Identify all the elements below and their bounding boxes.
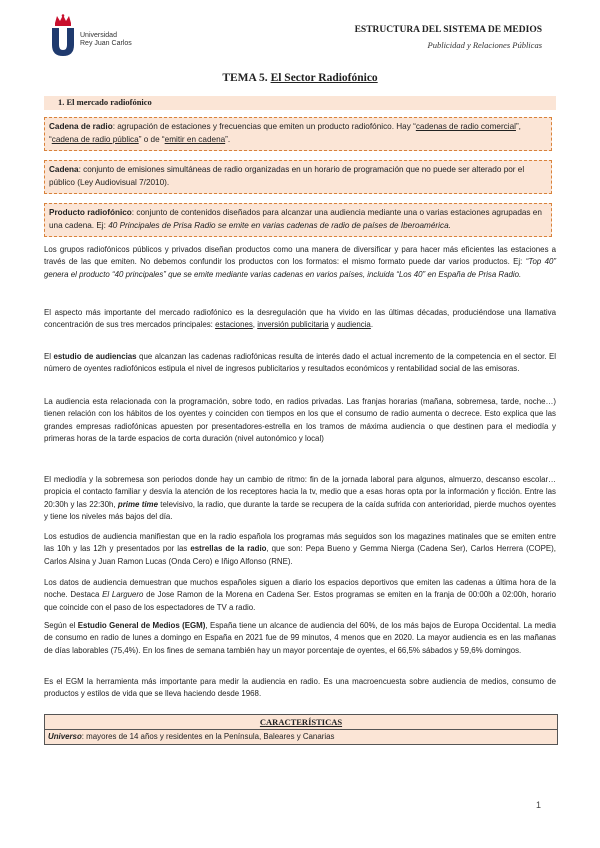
definition-box-cadena-de-radio [44,117,552,151]
definition-box-cadena [44,160,552,194]
paragraph-desregulacion [44,307,556,332]
paragraph-text: La audiencia esta relacionada con la programación, sobre todo, en radios privadas. Las franjas horarias (mañana, sobremesa, tarde, noche…) tienen relación con los hábitos de los oyentes y coinciden con tiempos en los que el consumo de radio aumenta o decrece. Esto explica que las grandes empresas radiofónicas apuesten por presentadores-estrella en los tramos de máxima audiencia o que destinen para el mediodía y primeras horas de la tarde espacios de corta duración (nivel autonómico y local) [44,397,556,444]
paragraph-text: El mediodía y la sobremesa son periodos donde hay un cambio de ritmo: fin de la jornada laboral para algunos, almuerzo, descanso escolar… propicia el contacto familiar y desvía la atención de los receptores hacia la tv, medio que a esas horas opta por la información y ficción. Entre las 20:30h y las 22:30h, [44,475,556,509]
link-cadenas-radio-comercial[interactable]: cadenas de radio comercial [415,122,516,131]
definition-box-producto-radiofonico [44,203,552,237]
market-inversion-publicitaria: inversión publicitaria [257,320,329,330]
term-cadena-de-radio: Cadena de radio [49,122,113,131]
paragraph-text: que alcanzan las cadenas radiofónicas resulta de interés dado el actual incremento de la competencia en el sector. El número de oyentes radiofónicos estipula el nivel de ingresos publicitarios y resultados económicos y rentabilidad social de las emisoras. [44,352,556,374]
paragraph-text: , que son: Pepa Bueno y Gemma Nierga (Cadena Ser), Carlos Herrera (COPE), Carlos Alsina y Juan Ramon Lucas (Onda Cero) e Iñigo Alfonso (RNE). [44,544,556,566]
paragraph-estrellas-radio [44,531,556,568]
characteristics-table [44,714,558,745]
logo-u-icon [50,28,76,56]
paragraph-text: Los estudios de audiencia manifiestan que en la radio española los programas más seguidos son los magazines matinales que se emiten entre las 10h y las 12h y presentados por las [44,532,556,554]
paragraph-text: Los grupos radiofónicos públicos y privados diseñan productos como una manera de diversificar y para hacer más eficientes las estaciones a través de las que emiten. No debemos confundir los productos con los formatos: el mismo formato puede dar varios productos. Ej: [44,245,556,267]
section-heading [44,96,556,110]
logo-text-line1: Universidad [80,32,117,39]
paragraph-text: , España tiene un alcance de audiencia del 60%, de los más bajos de Europa Occidental. La media de consumo en radio de lunes a domingo en España en 2021 fue de 99 minutos, 4 menos que en 2020. La mayor audiencia es en las mañanas de días laborables (75,4%). En los fines de semana también hay un mayor porcentaje de oyentes, el 66,5% sábados y 59,6% domingos. [44,621,556,655]
title-main: El Sector Radiofónico [270,72,378,84]
term-cadena: Cadena [49,165,79,174]
paragraph-text: Los datos de audiencia demuestran que muchos españoles siguen a diario los espacios deportivos que emiten las cadenas a última hora de la noche. Destaca [44,578,556,600]
paragraph-example: “Top 40” genera el producto “40 principales” que se emite mediante varias cadenas en varios países, incluida “Los 40” en España de Prisa Radio. [44,257,556,279]
paragraph-deportivos [44,577,556,614]
market-estaciones: estaciones [215,320,253,330]
table-row-term: Universo [48,732,82,741]
table-row [45,730,557,744]
header-subtitle: Publicidad y Relaciones Públicas [427,40,542,50]
separator: ”. [225,134,231,144]
link-cadena-radio-publica[interactable]: cadena de radio pública [51,134,139,144]
separator: y [328,320,338,330]
table-header: CARACTERÍSTICAS [45,715,557,730]
separator: ”, “ [49,122,521,144]
paragraph-text: Es el EGM la herramienta más importante para medir la audiencia en radio. Es una macroencuesta sobre audiencia de medios, consumo de productos y estilos de vida que se lleva haciendo desde 1968. [44,677,556,699]
definition-text: : conjunto de contenidos diseñados para alcanzar una audiencia mediante una o varias estaciones agrupadas en una cadena. Ej: [49,208,542,230]
paragraph-text: Según el [44,621,78,630]
bold-estrellas-radio: estrellas de la radio [190,544,267,554]
bold-egm: Estudio General de Medios (EGM) [77,621,206,630]
paragraph-programacion [44,396,556,446]
italic-el-larguero: El Larguero [102,590,144,600]
separator: . [370,320,374,330]
crown-icon [52,14,74,28]
paragraph-text: El aspecto más importante del mercado radiofónico es la desregulación que ha vivido en las últimas décadas, produciéndose una llamativa concentración de sus tres mercados principales: [44,308,556,330]
separator: , [252,320,258,330]
table-row-text: : mayores de 14 años y residentes en la Península, Baleares y Canarias [81,732,335,741]
paragraph-egm [44,620,556,657]
link-emitir-en-cadena[interactable]: emitir en cadena [164,134,226,144]
university-logo [48,14,168,56]
bold-prime-time: prime time [117,499,158,509]
logo-text-line2: Rey Juan Carlos [80,40,132,47]
header-title: ESTRUCTURA DEL SISTEMA DE MEDIOS [354,25,542,35]
title-prefix: TEMA 5. [222,72,268,84]
definition-text: : conjunto de emisiones simultáneas de radio organizadas en un horario de programación que no puede ser alterado por el público (Ley Audiovisual 7/2010). [49,165,525,187]
paragraph-mediodia [44,474,556,524]
definition-example: 40 Principales de Prisa Radio se emite en varias cadenas de radio de países de Iberoamérica. [108,220,451,230]
definition-text: : agrupación de estaciones y frecuencias que emiten un producto radiofónico. Hay “ [112,122,416,131]
paragraph-egm-herramienta [44,676,556,701]
paragraph-text: televisivo, la radio, que durante la tarde se recupera de la caída sufrida con anterioridad, pierde muchos oyentes y tiene los niveles más bajos del día. [44,499,556,522]
document-title [0,72,600,84]
paragraph-text: de Jose Ramon de la Morena en Cadena Ser. Estos programas se emiten en la franja de 00:00h a 02:00h, horario que coincide con el paso de los espectadores de TV a radio. [44,590,556,612]
separator: ” o de “ [138,134,165,144]
market-audiencia: audiencia [337,320,371,330]
bold-estudio-audiencias: estudio de audiencias [53,352,137,361]
section-heading-text: 1. El mercado radiofónico [58,97,152,107]
logo-text [80,32,132,48]
paragraph-text: El [44,352,54,361]
term-producto-radiofonico: Producto radiofónico [49,208,132,217]
paragraph-productos [44,244,556,281]
page-number: 1 [536,800,542,810]
paragraph-estudio-audiencias [44,351,556,376]
